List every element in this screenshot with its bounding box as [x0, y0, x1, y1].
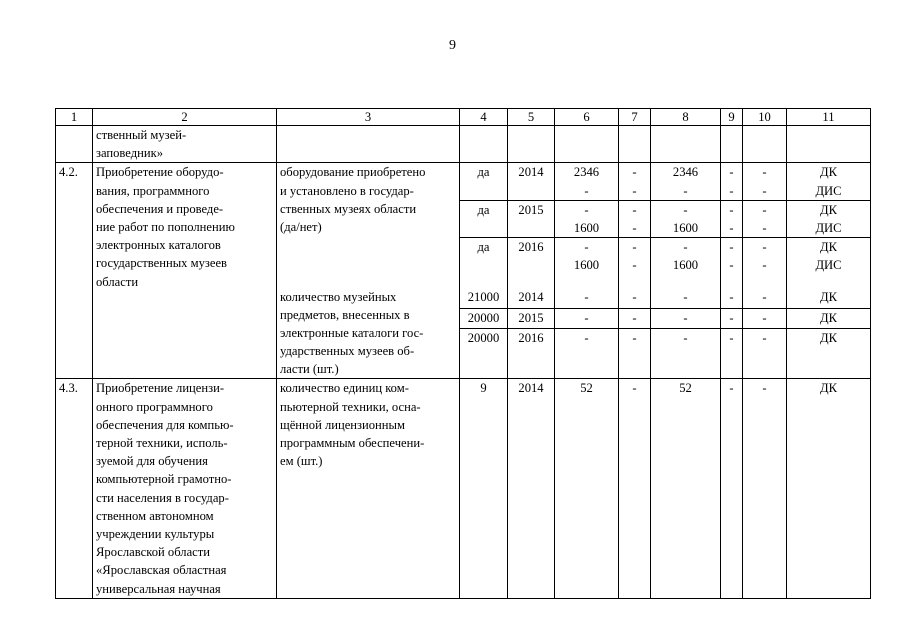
table-row: 20000 2015 - - - - - ДК: [56, 308, 871, 329]
header-cell: 3: [277, 109, 460, 126]
item-number: 4.2.: [56, 163, 93, 379]
header-cell: 10: [743, 109, 787, 126]
table-row: 4.3. Приобретение лицензи- онного программного обеспечения для компью- терной техники, исполь- зуемой для обучения компьютерной грамотно- сти населения в государ- ственном автономном учреждении культуры Ярославской области «Ярославская областная универсальная научная количество единиц ком- пьютерной техники, осна- щённой лицензионным программным обеспечени- ем (шт.) 9 2014 52 - 52 - - ДК: [56, 379, 871, 598]
plan-value: да: [460, 163, 508, 200]
header-cell: 1: [56, 109, 93, 126]
header-cell: 4: [460, 109, 508, 126]
table-row: да 2015 - 1600 - - - 1600 - - - - ДК ДИС: [56, 200, 871, 237]
header-cell: 5: [508, 109, 555, 126]
executor-cell: ДК ДИС: [787, 163, 871, 200]
header-cell: 9: [721, 109, 743, 126]
program-table: [55, 108, 871, 599]
indicator-text: оборудование приобретено и установлено в государ- ственных музеях области (да/нет): [277, 163, 460, 275]
table-row: количество музейных предметов, внесенных в электронные каталоги гос- ударственных музеев об- ласти (шт.) 21000 2014 - - - - - ДК: [56, 275, 871, 309]
table-row: 4.2. Приобретение оборудо- вания, программного обеспечения и проведе- ние работ по пополнению электронных каталогов государственных музеев области оборудование приобретено и установлено в государ- ственных музеях области (да/нет) да 2014 2346 - - - 2346 - - - - - ДК ДИС: [56, 163, 871, 200]
item-number: 4.3.: [56, 379, 93, 598]
indicator-text: количество единиц ком- пьютерной техники, осна- щённой лицензионным программным обеспечени- ем (шт.): [277, 379, 460, 598]
cont-name-cell: [93, 126, 277, 163]
header-cell: 6: [555, 109, 619, 126]
amount-cell: 2346 -: [555, 163, 619, 200]
item-description: Приобретение оборудо- вания, программного обеспечения и проведе- ние работ по пополнению электронных каталогов государственных музеев области: [93, 163, 277, 379]
table-row: 20000 2016 - - - - - ДК: [56, 329, 871, 379]
indicator-text: количество музейных предметов, внесенных в электронные каталоги гос- ударственных музеев об- ласти (шт.): [277, 275, 460, 379]
table-row: да 2016 - 1600 - - - 1600 - - - - ДК ДИС: [56, 238, 871, 275]
header-row: [56, 109, 871, 126]
cont-line: ственный музей-: [96, 128, 187, 142]
cont-line: заповедник»: [96, 146, 164, 161]
page-number: 9: [449, 38, 456, 53]
year-cell: 2014: [508, 163, 555, 200]
continuation-row: [56, 126, 871, 163]
cont-num-cell: [56, 126, 93, 163]
header-cell: 11: [787, 109, 871, 126]
item-description: Приобретение лицензи- онного программного обеспечения для компью- терной техники, исполь- зуемой для обучения компьютерной грамотно- сти населения в государ- ственном автономном учреждении культуры Ярославской области «Ярославская областная универсальная научная: [93, 379, 277, 598]
header-cell: 8: [651, 109, 721, 126]
header-cell: 2: [93, 109, 277, 126]
header-cell: 7: [619, 109, 651, 126]
